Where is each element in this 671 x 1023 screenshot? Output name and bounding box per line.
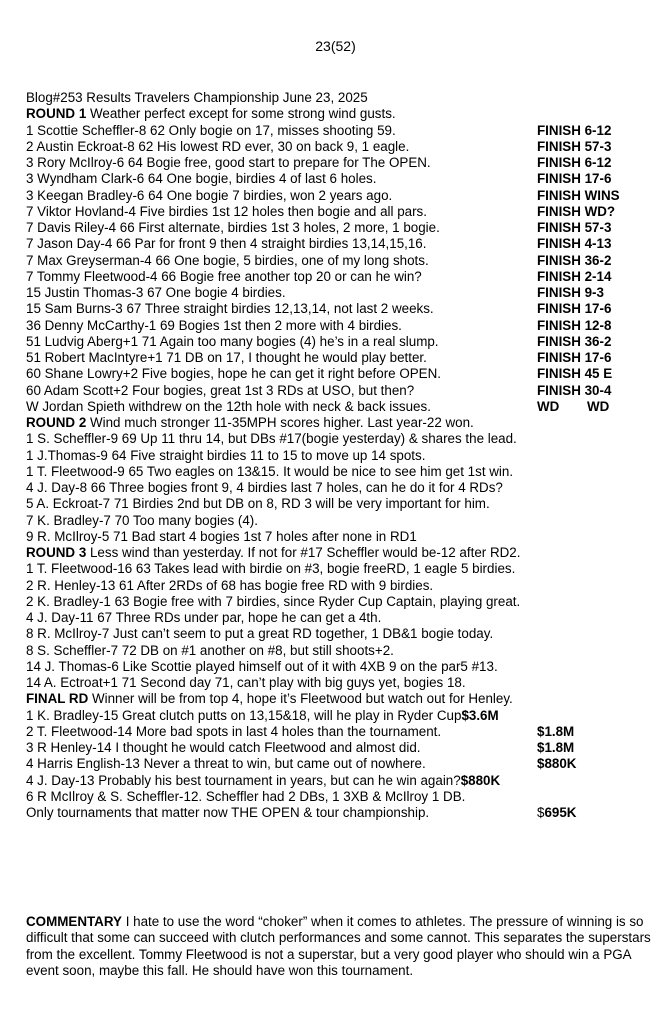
round2-row: 9 R. McIlroy-5 71 Bad start 4 bogies 1st 7 holes after none in RD1	[26, 528, 417, 544]
round2-row: 1 J.Thomas-9 64 Five straight birdies 11 to 15 to move up 14 spots.	[26, 447, 426, 463]
finish-result: FINISH 9-3	[537, 285, 604, 300]
earnings-amount: $1.8M	[537, 740, 575, 755]
earnings-amount: $3.6M	[461, 707, 499, 723]
player-note: 15 Justin Thomas-3 67 One bogie 4 birdies.	[26, 285, 286, 300]
final-row	[26, 789, 656, 805]
finish-result: FINISH 17-6	[537, 350, 612, 365]
round2-desc: Wind much stronger 11-35MPH scores higher. Last year-22 won.	[86, 415, 474, 430]
player-note: 1 K. Bradley-15 Great clutch putts on 13,15&18, will he play in Ryder Cup	[26, 707, 462, 723]
round2-row: 1 S. Scheffler-9 69 Up 11 thru 14, but DBs #17(bogie yesterday) & shares the lead.	[26, 431, 517, 447]
round2-row: 1 T. Fleetwood-9 65 Two eagles on 13&15. It would be nice to see him get 1st win.	[26, 463, 514, 479]
player-note: 15 Sam Burns-3 67 Three straight birdies 12,13,14, not last 2 weeks.	[26, 301, 434, 317]
earnings-amount: $1.8M	[537, 723, 575, 739]
finish-result: FINISH 17-6	[537, 301, 612, 317]
wd-marker: WD	[537, 398, 560, 414]
player-note: 3 Rory McIlroy-6 64 Bogie free, good start to prepare for The OPEN.	[26, 155, 431, 170]
finish-result: FINISH 45 E	[537, 366, 613, 382]
round1-row	[26, 188, 656, 204]
earnings-amount: $880K	[460, 772, 501, 788]
round1-label: ROUND 1	[26, 106, 87, 122]
dollar-sign: $	[537, 805, 545, 820]
round1-row	[26, 139, 656, 155]
player-note: 6 R McIlroy & S. Scheffler-12. Scheffler had 2 DBs, 1 3XB & McIlroy 1 DB.	[26, 788, 466, 804]
finish-result: FINISH 36-2	[537, 252, 612, 268]
round1-row	[26, 285, 656, 301]
round2-label: ROUND 2	[26, 415, 87, 430]
player-note: 7 Davis Riley-4 66 First alternate, birdies 1st 3 holes, 2 more, 1 bogie.	[26, 220, 440, 235]
round1-row	[26, 253, 656, 269]
round1-row	[26, 155, 656, 171]
final-row	[26, 740, 656, 756]
player-note: 60 Adam Scott+2 Four bogies, great 1st 3 RDs at USO, but then?	[26, 382, 415, 398]
player-note: 7 Tommy Fleetwood-4 66 Bogie free another top 20 or can he win?	[26, 268, 422, 284]
round1-row	[26, 171, 656, 187]
player-note: 7 Viktor Hovland-4 Five birdies 1st 12 holes then bogie and all pars.	[26, 203, 427, 219]
round1-row	[26, 301, 656, 317]
page-number: 23(52)	[315, 38, 356, 54]
player-note: 3 Keegan Bradley-6 64 One bogie 7 birdies, won 2 years ago.	[26, 187, 393, 203]
final-label: FINAL RD	[26, 691, 89, 707]
player-note: 36 Denny McCarthy-1 69 Bogies 1st then 2 more with 4 birdies.	[26, 317, 402, 333]
document-title: Blog#253 Results Travelers Championship June 23, 2025	[26, 90, 368, 105]
round1-header	[26, 106, 656, 122]
round1-row	[26, 383, 656, 399]
finish-result: FINISH 57-3	[537, 220, 612, 235]
commentary-text: I hate to use the word “choker” when it comes to athletes. The pressure of winning is so difficult that some can succeed with clutch performances and some cannot. This separates the superstars from the excellent. Tommy Fleetwood is not a superstar, but a very good player who should win a PGA event soon, maybe this fall. He should have won this tournament.	[26, 914, 651, 978]
finish-result: FINISH WINS	[537, 187, 620, 203]
player-note: 2 Austin Eckroat-8 62 His lowest RD ever, 30 on back 9, 1 eagle.	[26, 138, 410, 154]
round1-row	[26, 334, 656, 350]
round1-row	[26, 318, 656, 334]
round3-row: 14 A. Ectroat+1 71 Second day 71, can’t play with big guys yet, bogies 18.	[26, 675, 466, 690]
player-note: W Jordan Spieth withdrew on the 12th hole with neck & back issues.	[26, 398, 431, 414]
player-note: 7 Jason Day-4 66 Par for front 9 then 4 straight birdies 13,14,15,16.	[26, 236, 427, 252]
round1-list	[26, 123, 656, 399]
finish-result: FINISH 36-2	[537, 333, 612, 349]
round3-row: 2 K. Bradley-1 63 Bogie free with 7 birdies, since Ryder Cup Captain, playing great.	[26, 593, 521, 609]
round3-row: 2 R. Henley-13 61 After 2RDs of 68 has bogie free RD with 9 birdies.	[26, 577, 434, 593]
round1-withdrawal-row	[26, 399, 656, 415]
finish-result: FINISH 2-14	[537, 268, 612, 284]
round3-row: 1 T. Fleetwood-16 63 Takes lead with birdie on #3, bogie freeRD, 1 eagle 5 birdies.	[26, 561, 516, 577]
round3-row: 8 R. McIlroy-7 Just can’t seem to put a great RD together, 1 DB&1 bogie today.	[26, 626, 494, 642]
final-row	[26, 756, 656, 772]
player-note: 3 R Henley-14 I thought he would catch Fleetwood and almost did.	[26, 740, 421, 755]
round3-list	[26, 561, 656, 691]
player-note: 60 Shane Lowry+2 Five bogies, hope he can get it right before OPEN.	[26, 366, 441, 382]
player-note: 3 Wyndham Clark-6 64 One bogie, birdies 4 of last 6 holes.	[26, 171, 377, 187]
round3-row: 8 S. Scheffler-7 72 DB on #1 another on #8, but still shoots+2.	[26, 642, 394, 658]
round2-list	[26, 431, 656, 545]
finish-result: FINISH 17-6	[537, 171, 612, 187]
round3-row: 14 J. Thomas-6 Like Scottie played himself out of it with 4XB 9 on the par5 #13.	[26, 658, 498, 674]
round3-header	[26, 545, 656, 561]
final-header	[26, 691, 656, 707]
round1-row	[26, 220, 656, 236]
final-row	[26, 724, 656, 740]
finish-result: FINISH 12-8	[537, 317, 612, 333]
round1-row	[26, 236, 656, 252]
round1-row	[26, 366, 656, 382]
results-document	[26, 90, 656, 821]
round1-row	[26, 269, 656, 285]
round3-row: 4 J. Day-11 67 Three RDs under par, hope he can get a 4th.	[26, 610, 382, 625]
round1-row	[26, 123, 656, 139]
round2-row: 4 J. Day-8 66 Three bogies front 9, 4 birdies last 7 holes, can he do it for 4 RDs?	[26, 480, 503, 495]
player-note: Only tournaments that matter now THE OPEN & tour championship.	[26, 805, 430, 820]
round1-desc: Weather perfect except for some strong wind gusts.	[86, 106, 396, 122]
player-note: 7 Max Greyserman-4 66 One bogie, 5 birdies, one of my long shots.	[26, 252, 429, 268]
final-last-row	[26, 805, 656, 821]
player-note: 4 Harris English-13 Never a threat to win, but came out of nowhere.	[26, 756, 426, 772]
final-desc: Winner will be from top 4, hope it’s Fleetwood but watch out for Henley.	[88, 691, 513, 707]
round1-row	[26, 204, 656, 220]
player-note: 4 J. Day-13 Probably his best tournament in years, but can he win again?	[26, 772, 461, 788]
player-note: 51 Ludvig Aberg+1 71 Again too many bogies (4) he’s in a real slump.	[26, 333, 439, 349]
round2-header	[26, 415, 656, 431]
finish-result: FINISH 4-13	[537, 236, 612, 252]
round3-desc: Less wind than yesterday. If not for #17 Scheffler would be-12 after RD2.	[86, 545, 521, 560]
round2-row: 5 A. Eckroat-7 71 Birdies 2nd but DB on 8, RD 3 will be very important for him.	[26, 496, 490, 512]
player-note: 2 T. Fleetwood-14 More bad spots in last 4 holes than the tournament.	[26, 723, 442, 739]
earnings-amount	[537, 805, 576, 821]
player-note: 51 Robert MacIntyre+1 71 DB on 17, I thought he would play better.	[26, 350, 427, 365]
finish-result: FINISH WD?	[537, 203, 616, 219]
wd-marker-2: WD	[587, 398, 610, 414]
final-list	[26, 708, 656, 806]
commentary-label: COMMENTARY	[26, 914, 122, 929]
earnings-amount: $880K	[537, 756, 577, 772]
round1-row	[26, 350, 656, 366]
round3-label: ROUND 3	[26, 545, 87, 560]
round2-row: 7 K. Bradley-7 70 Too many bogies (4).	[26, 512, 258, 528]
player-note: 1 Scottie Scheffler-8 62 Only bogie on 17, misses shooting 59.	[26, 122, 396, 138]
finish-result: FINISH 57-3	[537, 138, 612, 154]
finish-result: FINISH 6-12	[537, 155, 612, 170]
final-row	[26, 708, 656, 724]
finish-result: FINISH 6-12	[537, 122, 612, 138]
commentary-paragraph	[26, 914, 656, 979]
final-row	[26, 773, 656, 789]
earnings-value: 695K	[544, 805, 577, 820]
finish-result: FINISH 30-4	[537, 382, 612, 398]
